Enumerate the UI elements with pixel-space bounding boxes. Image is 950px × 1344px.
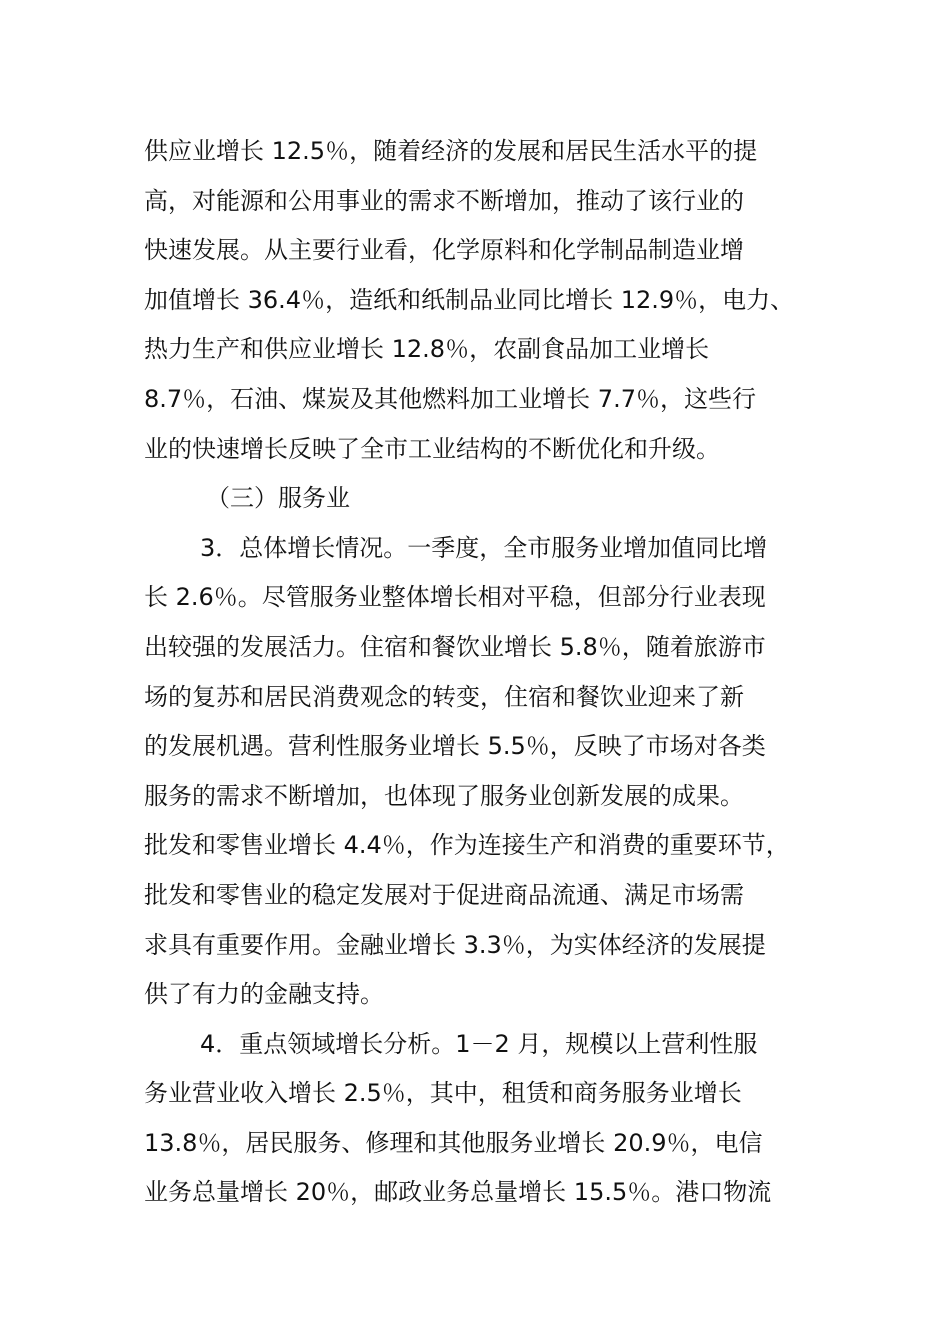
text-line: 供了有力的金融支持。 — [144, 980, 384, 1009]
text-line: 8.7％，石油、煤炭及其他燃料加工业增长 7.7％，这些行 — [144, 384, 756, 413]
text-line: 场的复苏和居民消费观念的转变，住宿和餐饮业迎来了新 — [144, 682, 744, 711]
text-line: 出较强的发展活力。住宿和餐饮业增长 5.8％，随着旅游市 — [144, 632, 766, 661]
text-line: 业务总量增长 20％，邮政业务总量增长 15.5％。港口物流 — [144, 1178, 772, 1207]
text-line: 批发和零售业增长 4.4％，作为连接生产和消费的重要环节， — [144, 831, 790, 860]
text-line: 高，对能源和公用事业的需求不断增加，推动了该行业的 — [144, 186, 744, 215]
text-line: 的发展机遇。营利性服务业增长 5.5％，反映了市场对各类 — [144, 732, 766, 761]
text-line: 务业营业收入增长 2.5％，其中，租赁和商务服务业增长 — [144, 1079, 742, 1108]
section-heading: （三）服务业 — [206, 484, 350, 513]
text-line: 业的快速增长反映了全市工业结构的不断优化和升级。 — [144, 434, 720, 463]
text-line: 求具有重要作用。金融业增长 3.3％，为实体经济的发展提 — [144, 930, 766, 959]
text-line: 批发和零售业的稳定发展对于促进商品流通、满足市场需 — [144, 880, 744, 909]
paragraph-first-line: 3．总体增长情况。一季度，全市服务业增加值同比增 — [200, 533, 768, 562]
document-body — [144, 127, 844, 1218]
text-line: 13.8％，居民服务、修理和其他服务业增长 20.9％，电信 — [144, 1128, 763, 1157]
text-line: 供应业增长 12.5％，随着经济的发展和居民生活水平的提 — [144, 137, 758, 165]
text-line: 热力生产和供应业增长 12.8％，农副食品加工业增长 — [144, 335, 710, 364]
text-line: 加值增长 36.4％，造纸和纸制品业同比增长 12.9％，电力、 — [144, 285, 795, 314]
text-line: 服务的需求不断增加，也体现了服务业创新发展的成果。 — [144, 781, 744, 810]
text-line: 长 2.6％。尽管服务业整体增长相对平稳，但部分行业表现 — [144, 583, 766, 612]
text-line: 快速发展。从主要行业看，化学原料和化学制品制造业增 — [144, 236, 744, 265]
paragraph-first-line: 4．重点领域增长分析。1－2 月，规模以上营利性服 — [200, 1029, 758, 1058]
